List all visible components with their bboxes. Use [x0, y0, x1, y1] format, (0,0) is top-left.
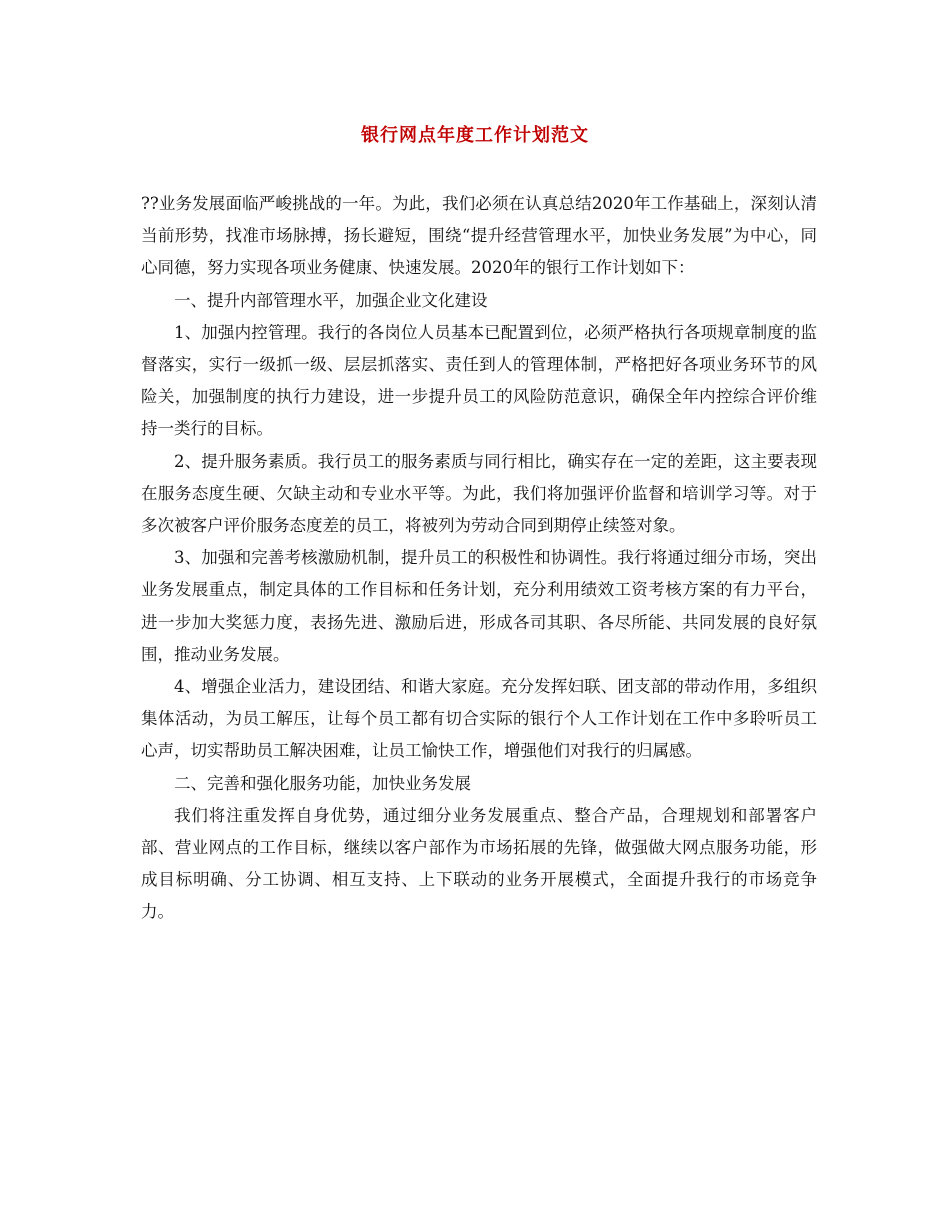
document-body	[141, 188, 817, 929]
section-heading-2: 二、完善和强化服务功能，加快业务发展	[174, 773, 471, 793]
paragraph-section-2: 我们将注重发挥自身优势，通过细分业务发展重点、整合产品，合理规划和部署客户部、营业网点的工作目标，继续以客户部作为市场拓展的先锋，做强做大网点服务功能，形成目标明确、分工协调、相互支持、上下联动的业务开展模式，全面提升我行的市场竞争力。	[141, 805, 817, 922]
paragraph-item-3: 3、加强和完善考核激励机制，提升员工的积极性和协调性。我行将通过细分市场，突出业务发展重点，制定具体的工作目标和任务计划，充分利用绩效工资考核方案的有力平台，进一步加大奖惩力度，表扬先进、激励后进，形成各司其职、各尽所能、共同发展的良好氛围，推动业务发展。	[141, 548, 817, 664]
paragraph-intro: ??业务发展面临严峻挑战的一年。为此，我们必须在认真总结2020年工作基础上，深刻认清当前形势，找准市场脉搏，扬长避短，围绕“提升经营管理水平，加快业务发展”为中心，同心同德，努力实现各项业务健康、快速发展。2020年的银行工作计划如下：	[141, 194, 817, 278]
paragraph-item-4: 4、增强企业活力，建设团结、和谐大家庭。充分发挥妇联、团支部的带动作用，多组织集体活动，为员工解压，让每个员工都有切合实际的银行个人工作计划在工作中多聆听员工心声，切实帮助员工解决困难，让员工愉快工作，增强他们对我行的归属感。	[141, 677, 817, 761]
document-title: 银行网点年度工作计划范文	[361, 125, 589, 146]
section-heading-1: 一、提升内部管理水平，加强企业文化建设	[174, 290, 488, 310]
paragraph-item-1: 1、加强内控管理。我行的各岗位人员基本已配置到位，必须严格执行各项规章制度的监督落实，实行一级抓一级、层层抓落实、责任到人的管理体制，严格把好各项业务环节的风险关，加强制度的执行力建设，进一步提升员工的风险防范意识，确保全年内控综合评价维持一类行的目标。	[141, 322, 817, 439]
paragraph-item-2: 2、提升服务素质。我行员工的服务素质与同行相比，确实存在一定的差距，这主要表现在服务态度生硬、欠缺主动和专业水平等。为此，我们将加强评价监督和培训学习等。对于多次被客户评价服务态度差的员工，将被列为劳动合同到期停止续签对象。	[141, 451, 817, 536]
